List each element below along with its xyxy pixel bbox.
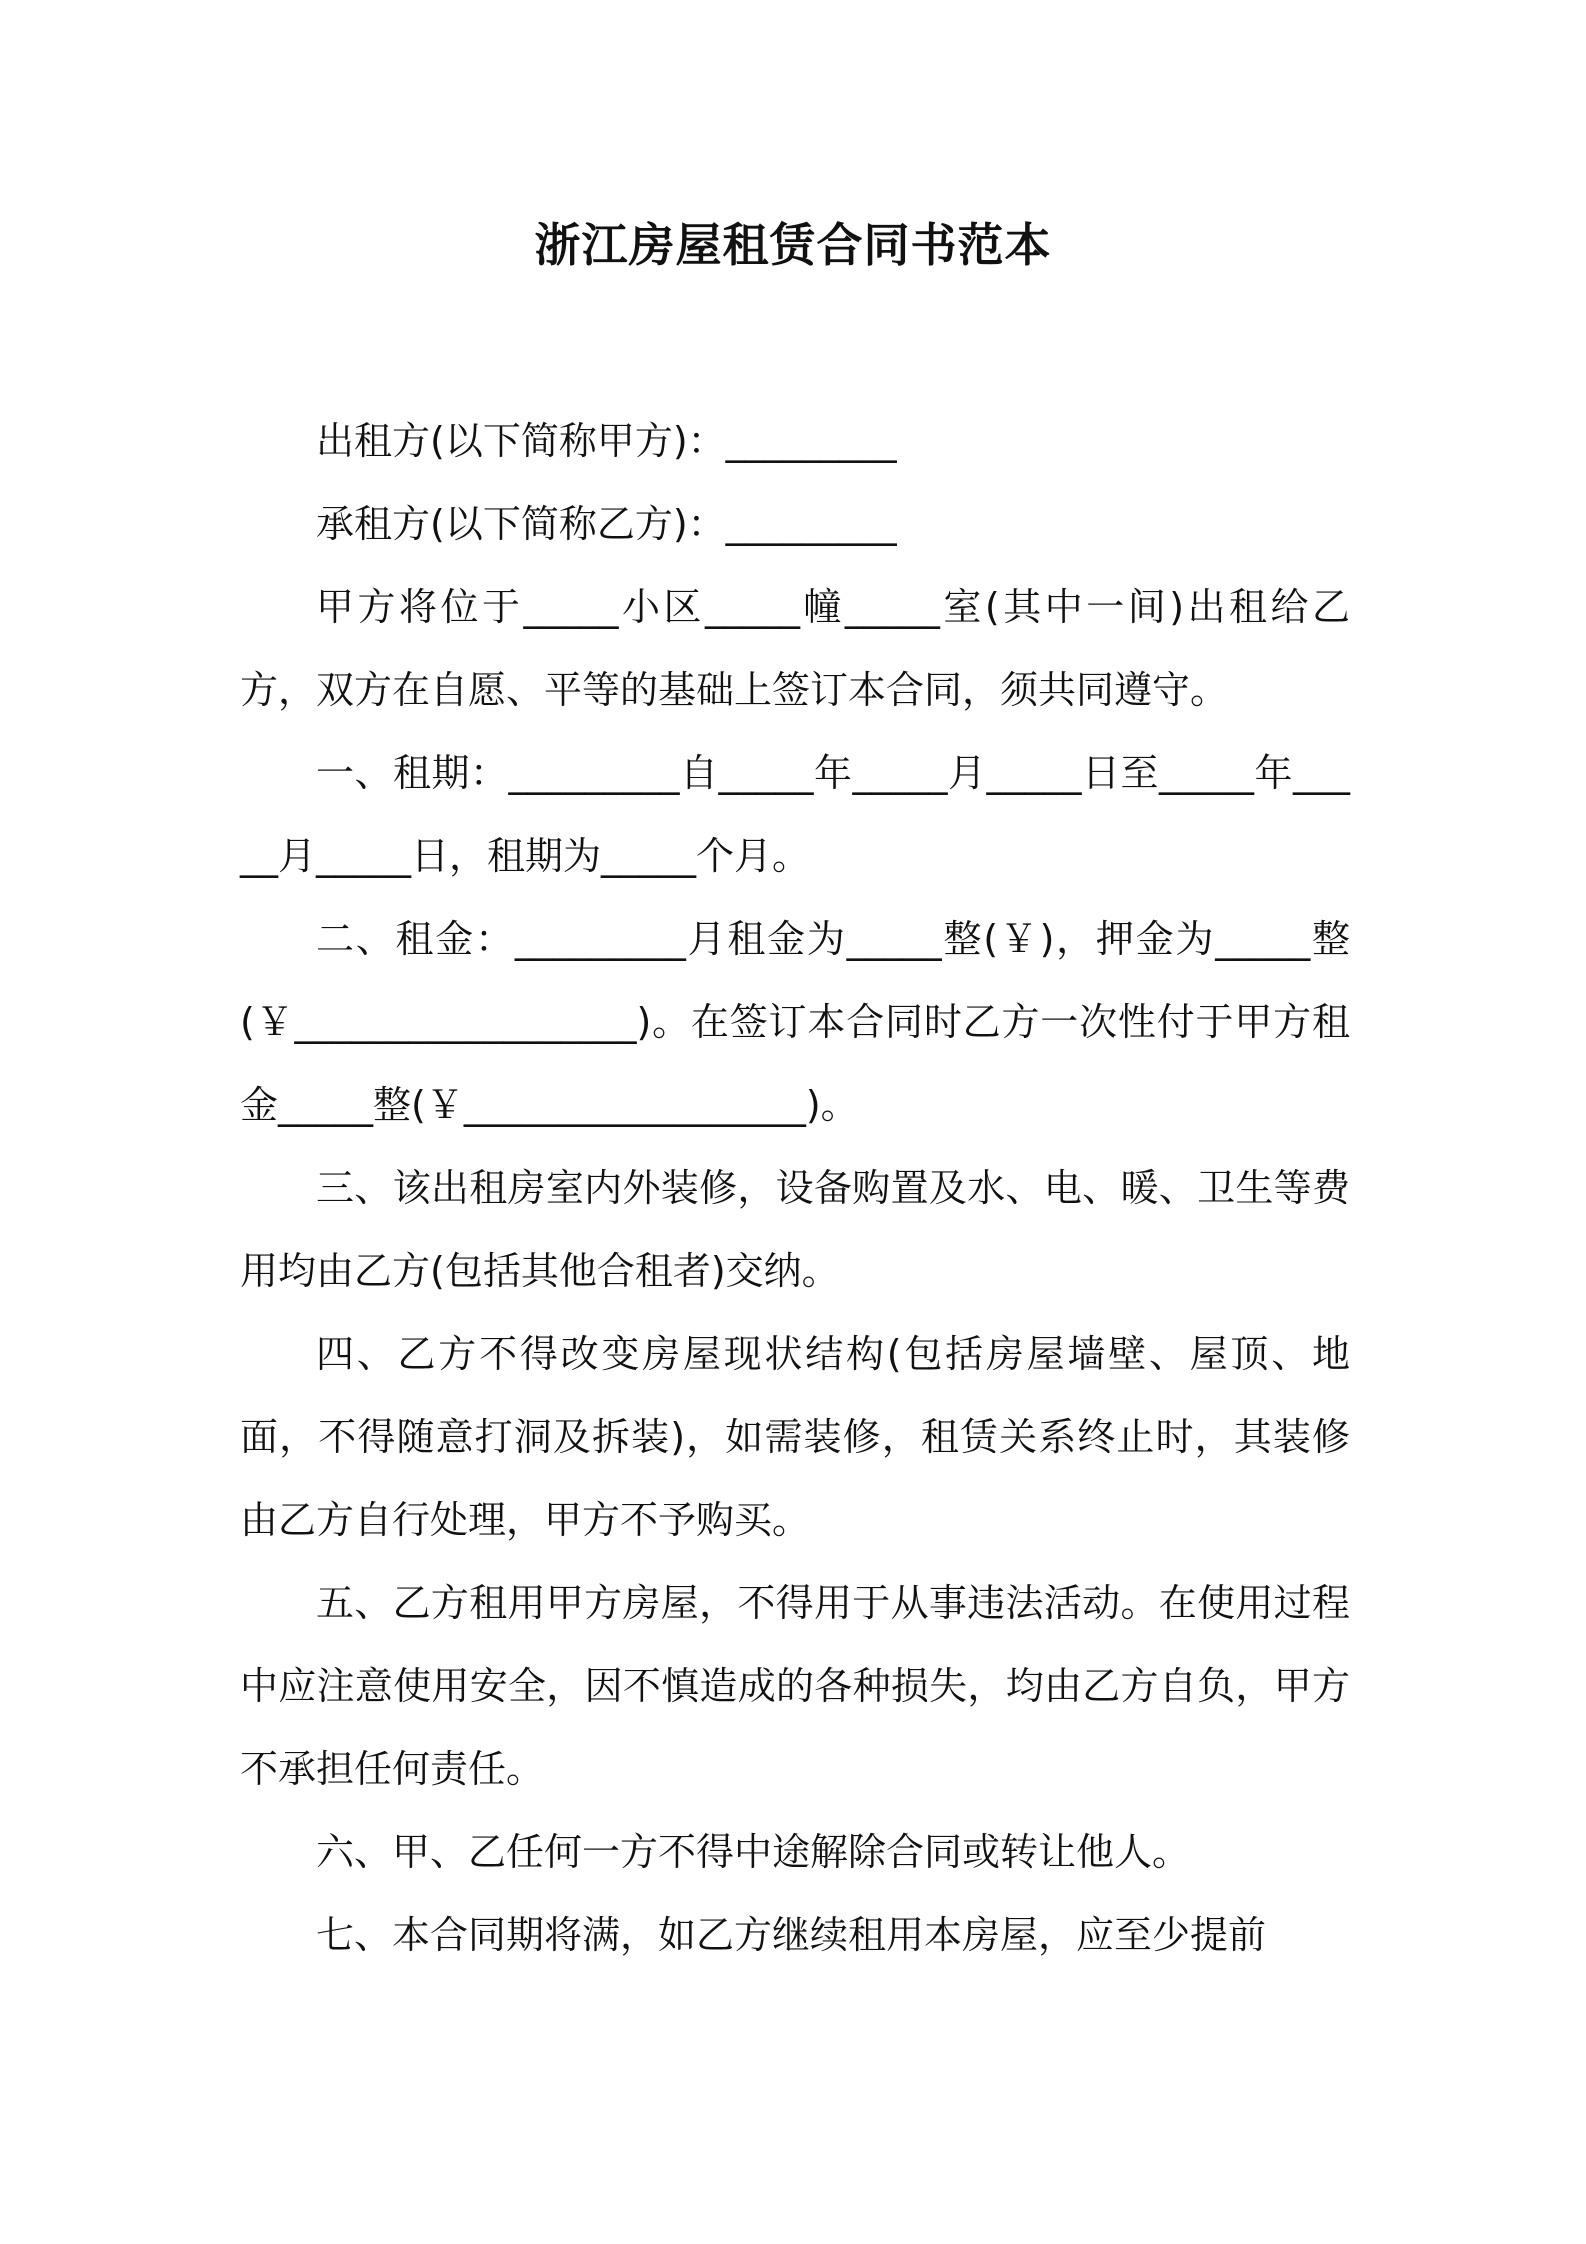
document-title: 浙江房屋租赁合同书范本	[534, 218, 1052, 272]
paragraph-rent: 二、租金：_________月租金为_____整(￥)，押金为_____整(￥__________________)。在签订本合同时乙方一次性付于甲方租金_____整(￥__________________)。	[240, 917, 1350, 1127]
paragraph-lessor: 出租方(以下简称甲方)：_________	[316, 419, 897, 463]
document-body	[240, 400, 1350, 1977]
paragraph-fees: 三、该出租房室内外装修，设备购置及水、电、暖、卫生等费用均由乙方(包括其他合租者)交纳。	[240, 1166, 1350, 1293]
paragraph-lessee: 承租方(以下简称乙方)：_________	[316, 502, 897, 546]
paragraph-use: 五、乙方租用甲方房屋，不得用于从事违法活动。在使用过程中应注意使用安全，因不慎造成的各种损失，均由乙方自负，甲方不承担任何责任。	[240, 1581, 1350, 1791]
paragraph-premises: 甲方将位于_____小区_____幢_____室(其中一间)出租给乙方，双方在自愿、平等的基础上签订本合同，须共同遵守。	[240, 585, 1350, 712]
paragraph-term: 一、租期：_________自_____年_____月_____日至_____年_____月_____日，租期为_____个月。	[240, 751, 1350, 878]
paragraph-structure: 四、乙方不得改变房屋现状结构(包括房屋墙壁、屋顶、地面，不得随意打洞及拆装)，如需装修，租赁关系终止时，其装修由乙方自行处理，甲方不予购买。	[240, 1332, 1350, 1542]
paragraph-termination: 六、甲、乙任何一方不得中途解除合同或转让他人。	[316, 1830, 1191, 1874]
paragraph-renewal: 七、本合同期将满，如乙方继续租用本房屋，应至少提前	[316, 1913, 1267, 1957]
